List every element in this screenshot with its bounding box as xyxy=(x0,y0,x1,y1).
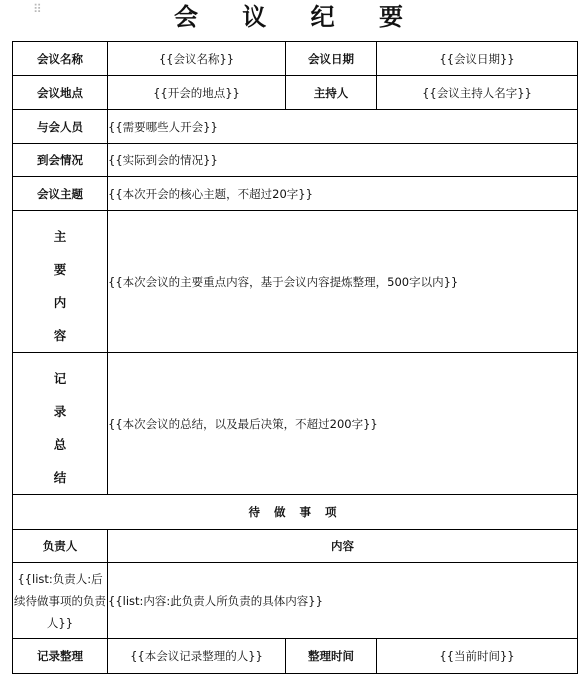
main-content-label xyxy=(13,211,108,353)
summary-label xyxy=(13,353,108,495)
record-time-value[interactable]: {{当前时间}} xyxy=(377,639,578,674)
recorder-value[interactable]: {{本会议记录整理的人}} xyxy=(108,639,286,674)
main-content-label-char: 内 xyxy=(53,295,67,310)
topic-label: 会议主题 xyxy=(13,177,108,211)
attendance-label: 到会情况 xyxy=(13,144,108,177)
table-row xyxy=(13,530,578,563)
table-row xyxy=(13,563,578,639)
page-title: 会 议 纪 要 xyxy=(173,3,422,31)
meeting-minutes-table xyxy=(12,41,578,674)
todo-section-title: 待 做 事 项 xyxy=(13,495,578,530)
attendance-value[interactable]: {{实际到会的情况}} xyxy=(108,144,578,177)
main-content-value[interactable]: {{本次会议的主要重点内容，基于会议内容提炼整理，500字以内}} xyxy=(108,211,578,353)
main-content-label-char: 容 xyxy=(53,328,67,343)
table-row xyxy=(13,76,578,110)
meeting-name-label: 会议名称 xyxy=(13,42,108,76)
attendees-label: 与会人员 xyxy=(13,110,108,144)
table-row xyxy=(13,495,578,530)
topic-value[interactable]: {{本次开会的核心主题，不超过20字}} xyxy=(108,177,578,211)
table-row xyxy=(13,177,578,211)
record-time-label: 整理时间 xyxy=(286,639,377,674)
summary-label-char: 结 xyxy=(53,470,67,485)
summary-value[interactable]: {{本次会议的总结，以及最后决策，不超过200字}} xyxy=(108,353,578,495)
main-content-label-char: 主 xyxy=(53,229,67,244)
host-label: 主持人 xyxy=(286,76,377,110)
summary-label-char: 总 xyxy=(53,437,67,452)
main-content-label-char: 要 xyxy=(53,262,67,277)
recorder-label: 记录整理 xyxy=(13,639,108,674)
table-row xyxy=(13,211,578,353)
todo-content-header: 内容 xyxy=(108,530,578,563)
table-row xyxy=(13,353,578,495)
table-row xyxy=(13,42,578,76)
todo-owner-value[interactable]: {{list:负责人:后续待做事项的负责人}} xyxy=(13,563,108,639)
meeting-name-value[interactable]: {{会议名称}} xyxy=(108,42,286,76)
meeting-date-value[interactable]: {{会议日期}} xyxy=(377,42,578,76)
todo-content-value[interactable]: {{list:内容:此负责人所负责的具体内容}} xyxy=(108,563,578,639)
table-row xyxy=(13,144,578,177)
summary-label-char: 记 xyxy=(53,371,67,386)
table-row xyxy=(13,639,578,674)
meeting-date-label: 会议日期 xyxy=(286,42,377,76)
todo-owner-header: 负责人 xyxy=(13,530,108,563)
attendees-value[interactable]: {{需要哪些人开会}} xyxy=(108,110,578,144)
table-row xyxy=(13,110,578,144)
meeting-place-value[interactable]: {{开会的地点}} xyxy=(108,76,286,110)
host-value[interactable]: {{会议主持人名字}} xyxy=(377,76,578,110)
meeting-place-label: 会议地点 xyxy=(13,76,108,110)
drag-handle-icon[interactable]: ⠿ xyxy=(33,2,42,16)
summary-label-char: 录 xyxy=(53,404,67,419)
